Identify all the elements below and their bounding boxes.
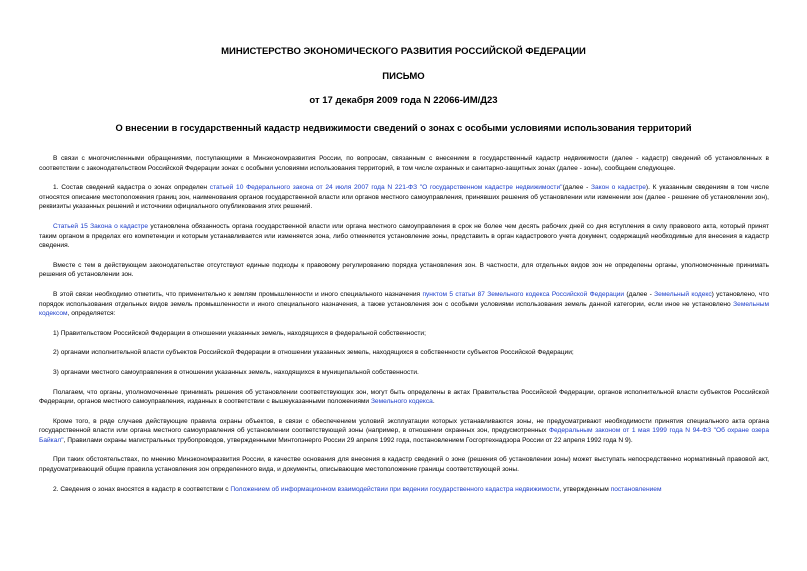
paragraph-text: , определяется: <box>67 310 116 318</box>
legal-reference-link[interactable]: Земельным кодексом <box>39 300 769 318</box>
paragraph <box>39 417 769 446</box>
legal-reference-link[interactable]: Земельный кодекс <box>654 290 712 298</box>
paragraph-text: (далее - <box>624 290 655 298</box>
paragraph-text: Полагаем, что органы, уполномоченные принимать решения об установлении соответствующих зон, могут быть определены в актах Правительства Российской Федерации, органов исполнительной власти субъектов Российской Федерации, органов местного самоуправления, изданных в соответствии с вышеуказанными положениями <box>39 388 769 406</box>
paragraph <box>39 261 769 280</box>
paragraph <box>39 348 769 358</box>
legal-reference-link[interactable]: Федеральным законом от 1 мая 1999 года N 94-ФЗ "Об охране озера Байкал" <box>39 427 769 444</box>
legal-reference-link[interactable]: постановлением <box>610 485 662 493</box>
paragraph <box>39 290 769 319</box>
ministry-heading: МИНИСТЕРСТВО ЭКОНОМИЧЕСКОГО РАЗВИТИЯ РОССИЙСКОЙ ФЕДЕРАЦИИ <box>221 46 586 57</box>
paragraph-text: 1. Состав сведений кадастра о зонах определен <box>53 184 210 192</box>
paragraph-text: 2. Сведения о зонах вносятся в кадастр в соответствии с <box>53 485 231 493</box>
paragraph <box>39 485 769 495</box>
legal-reference-link[interactable]: статьей 10 Федерального закона от 24 июля 2007 года N 221-ФЗ "О государственном кадастре недвижимости" <box>209 184 563 192</box>
paragraph <box>39 154 769 173</box>
legal-reference-link[interactable]: Земельного кодекса <box>370 398 433 406</box>
document-date-number: от 17 декабря 2009 года N 22066-ИМ/Д23 <box>309 95 498 106</box>
paragraph <box>39 368 769 378</box>
paragraph-text: . <box>432 398 435 406</box>
paragraph-text: ) установлено, что порядок использования отдельных видов земель промышленности и иного специального назначения, а также установления зон с особыми условиями использования земель данной категории, если иное не установлено <box>39 290 769 308</box>
paragraph <box>39 183 769 212</box>
paragraph-text: (далее - <box>562 184 591 192</box>
paragraph-text: 1) Правительством Российской Федерации в отношении указанных земель, находящихся в федеральной собственности; <box>53 329 426 337</box>
paragraph <box>39 329 769 339</box>
paragraph-text: Кроме того, в ряде случаев действующие правила охраны объектов, в связи с обеспечением условий эксплуатации которых устанавливаются зоны, не предусматривают необходимости принятия специального акта органа государственной власти или органа местного самоуправления об установлении соответствующей зоны (например, в отношении охранных зон, предусмотренных <box>39 417 769 435</box>
legal-reference-link[interactable]: Закон о кадастре <box>591 184 646 192</box>
legal-reference-link[interactable]: пунктом 5 статьи 87 Земельного кодекса Российской Федерации <box>422 290 625 298</box>
paragraph-text: В связи с многочисленными обращениями, поступающими в Минэкономразвития России, по вопросам, связанным с внесением в государственный кадастр недвижимости (далее - кадастр) сведений об установленных в соответствии с законодательством Российской Федерации зонах с особыми условиями использования территорий, в том числе охранных и санитарно-защитных зонах (далее - зоны), сообщаем следующее. <box>39 155 769 172</box>
paragraph <box>39 455 769 474</box>
paragraph-text: Вместе с тем в действующем законодательстве отсутствуют единые подходы к правовому регулированию порядка установления зон. В частности, для отдельных видов зон не определены органы, уполномоченные принимать решения об установлении зон. <box>39 261 769 279</box>
legal-reference-link[interactable]: Положением об информационном взаимодействии при ведении государственного кадастра недвижимости <box>230 485 560 493</box>
paragraph-text: установлена обязанность органа государственной власти или органа местного самоуправления в срок не более чем десять рабочих дней со дня вступления в силу правового акта, который принят таким органом в пределах его компетенции и которым устанавливается или изменяется зона, либо отменяется установление зоны, представить в орган кадастрового учета документ, содержащий необходимые для внесения в кадастр сведения. <box>39 222 770 250</box>
paragraph-text: 3) органами местного самоуправления в отношении указанных земель, находящихся в муниципальной собственности. <box>53 368 419 376</box>
paragraph-text: При таких обстоятельствах, по мнению Минэкономразвития России, в качестве основания для внесения в кадастр сведений о зоне (решения об установлении зоны) может выступать непосредственно нормативный правовой акт, предусматривающий общие правила установления зон определенного вида, и документы, описывающие местоположение границы соответствующей зоны. <box>39 456 769 474</box>
paragraph-text: ). К указанным сведениям в том числе относятся описание местоположения границ зон, наименования органов государственной власти или органов местного самоуправления, принявших решения об установлении или изменении зон (далее - решение об установлении зон), реквизиты указанных решений и источники официального опубликования этих решений. <box>39 184 769 211</box>
paragraph <box>39 388 769 407</box>
legal-reference-link[interactable]: Статьей 15 Закона о кадастре <box>53 222 149 230</box>
paragraph-text: , Правилами охраны магистральных трубопроводов, утвержденными Минтопэнерго России 29 апреля 1992 года, постановлением Госгортехнадзора России от 22 апреля 1992 года N 9). <box>63 436 633 444</box>
document-title: О внесении в государственный кадастр недвижимости сведений о зонах с особыми условиями использования территорий <box>115 123 692 133</box>
paragraph-text: 2) органами исполнительной власти субъектов Российской Федерации в отношении указанных земель, находящихся в собственности субъектов Российской Федерации; <box>53 349 574 357</box>
paragraph <box>39 222 769 251</box>
document-type: ПИСЬМО <box>382 71 425 82</box>
paragraph-text: В этой связи необходимо отметить, что применительно к землям промышленности и иного специального назначения <box>53 290 423 298</box>
paragraph-text: , утвержденным <box>559 485 611 493</box>
document-body <box>39 154 769 494</box>
